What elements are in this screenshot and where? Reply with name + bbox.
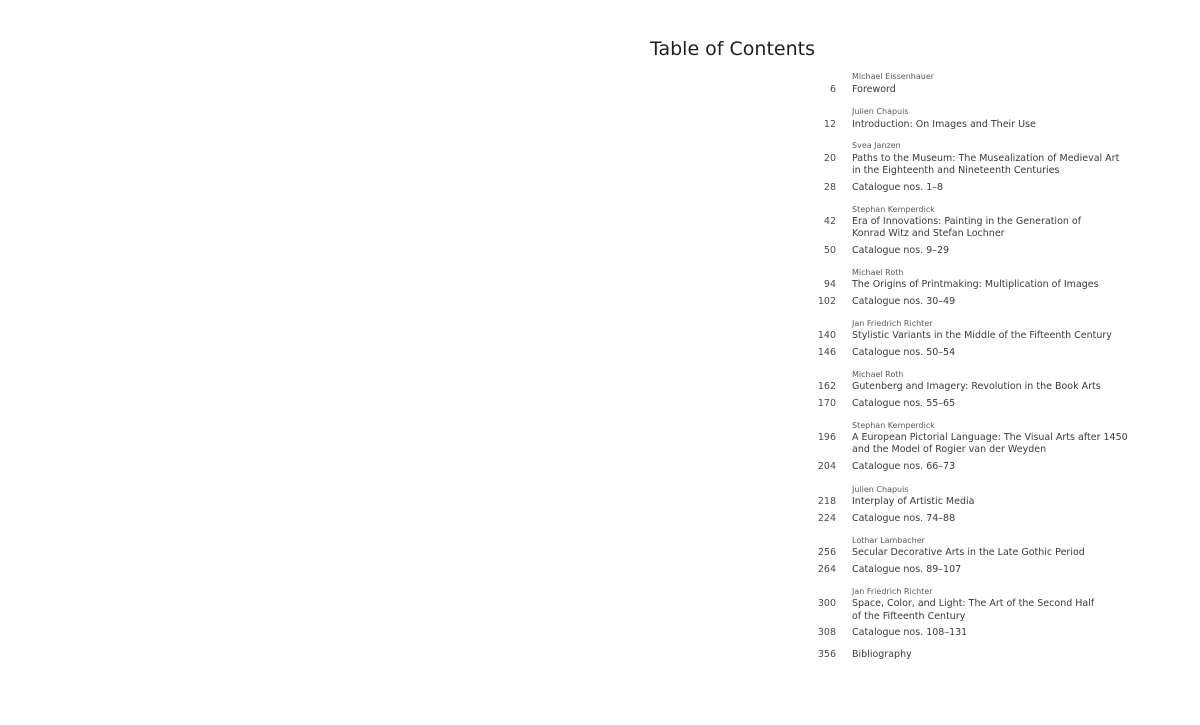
entry-author: Jan Friedrich Richter [852, 319, 933, 328]
entry-title: Stylistic Variants in the Middle of the Fifteenth Century [852, 330, 1112, 341]
entry-author: Stephan Kemperdick [852, 421, 935, 430]
entry-title: Paths to the Museum: The Musealization of Medieval Art [852, 153, 1120, 164]
entry-title-continued: in the Eighteenth and Nineteenth Centuries [852, 165, 1060, 176]
page-number: 356 [817, 649, 836, 660]
page-number: 300 [817, 598, 836, 609]
entry-title: Secular Decorative Arts in the Late Gothic Period [852, 547, 1085, 558]
entry-line[interactable] [0, 330, 1200, 344]
page-number: 42 [823, 216, 836, 227]
page-number: 224 [817, 513, 836, 524]
entry-author: Michael Eissenhauer [852, 72, 935, 81]
page-number: 170 [817, 398, 836, 409]
entry-title: Gutenberg and Imagery: Revolution in the Book Arts [852, 381, 1101, 392]
page-number: 102 [817, 296, 836, 307]
entry-title: Foreword [852, 84, 896, 95]
page-number: 6 [829, 84, 836, 95]
entry-title: Bibliography [852, 649, 912, 660]
entry-title: Catalogue nos. 89–107 [852, 564, 962, 575]
entry-title: Catalogue nos. 66–73 [852, 461, 956, 472]
entry-line[interactable] [0, 245, 1200, 259]
entry-line[interactable] [0, 216, 1200, 230]
entry-line[interactable] [0, 513, 1200, 527]
page-number: 28 [823, 182, 836, 193]
entry-title-continued: Konrad Witz and Stefan Lochner [852, 228, 1005, 239]
entry-line[interactable] [0, 119, 1200, 133]
entry-title: Catalogue nos. 108–131 [852, 627, 968, 638]
entry-line[interactable] [0, 649, 1200, 663]
page-number: 218 [817, 496, 836, 507]
page-number: 162 [817, 381, 836, 392]
entry-title: Catalogue nos. 9–29 [852, 245, 950, 256]
entry-line[interactable] [0, 627, 1200, 641]
entry-author: Stephan Kemperdick [852, 205, 935, 214]
entry-title: Era of Innovations: Painting in the Generation of [852, 216, 1082, 227]
entry-author: Michael Roth [852, 370, 904, 379]
entry-title: Catalogue nos. 74–88 [852, 513, 956, 524]
page-number: 20 [823, 153, 836, 164]
page-number: 196 [817, 432, 836, 443]
entry-line[interactable] [0, 398, 1200, 412]
entry-author: Julien Chapuis [852, 485, 909, 494]
entry-line[interactable] [0, 182, 1200, 196]
entry-line[interactable] [0, 564, 1200, 578]
entry-title: Catalogue nos. 30–49 [852, 296, 956, 307]
entry-title: The Origins of Printmaking: Multiplication of Images [852, 279, 1099, 290]
page-number: 50 [823, 245, 836, 256]
page-number: 146 [817, 347, 836, 358]
page-number: 140 [817, 330, 836, 341]
page-number: 204 [817, 461, 836, 472]
page-title: Table of Contents [650, 38, 815, 60]
entry-line[interactable] [0, 461, 1200, 475]
entry-title: A European Pictorial Language: The Visual Arts after 1450 [852, 432, 1128, 443]
page-number: 94 [823, 279, 836, 290]
entry-title-continued: and the Model of Rogier van der Weyden [852, 444, 1047, 455]
entry-line[interactable] [0, 296, 1200, 310]
page-number: 308 [817, 627, 836, 638]
entry-line[interactable] [0, 496, 1200, 510]
entry-line[interactable] [0, 381, 1200, 395]
entry-author: Julien Chapuis [852, 107, 909, 116]
entry-title: Interplay of Artistic Media [852, 496, 975, 507]
entry-title: Catalogue nos. 1–8 [852, 182, 944, 193]
entry-title-continued: of the Fifteenth Century [852, 611, 966, 622]
entry-title: Space, Color, and Light: The Art of the Second Half [852, 598, 1095, 609]
entry-line[interactable] [0, 598, 1200, 612]
entry-title: Catalogue nos. 55–65 [852, 398, 956, 409]
entry-line[interactable] [0, 547, 1200, 561]
entry-author: Jan Friedrich Richter [852, 587, 933, 596]
entry-author: Michael Roth [852, 268, 904, 277]
page-number: 12 [823, 119, 836, 130]
entry-line[interactable] [0, 347, 1200, 361]
entry-line[interactable] [0, 84, 1200, 98]
entry-author: Svea Janzen [852, 141, 901, 150]
entry-title: Introduction: On Images and Their Use [852, 119, 1036, 130]
entry-author: Lothar Lambacher [852, 536, 925, 545]
entry-title: Catalogue nos. 50–54 [852, 347, 956, 358]
page-number: 264 [817, 564, 836, 575]
entry-line[interactable] [0, 279, 1200, 293]
page-number: 256 [817, 547, 836, 558]
